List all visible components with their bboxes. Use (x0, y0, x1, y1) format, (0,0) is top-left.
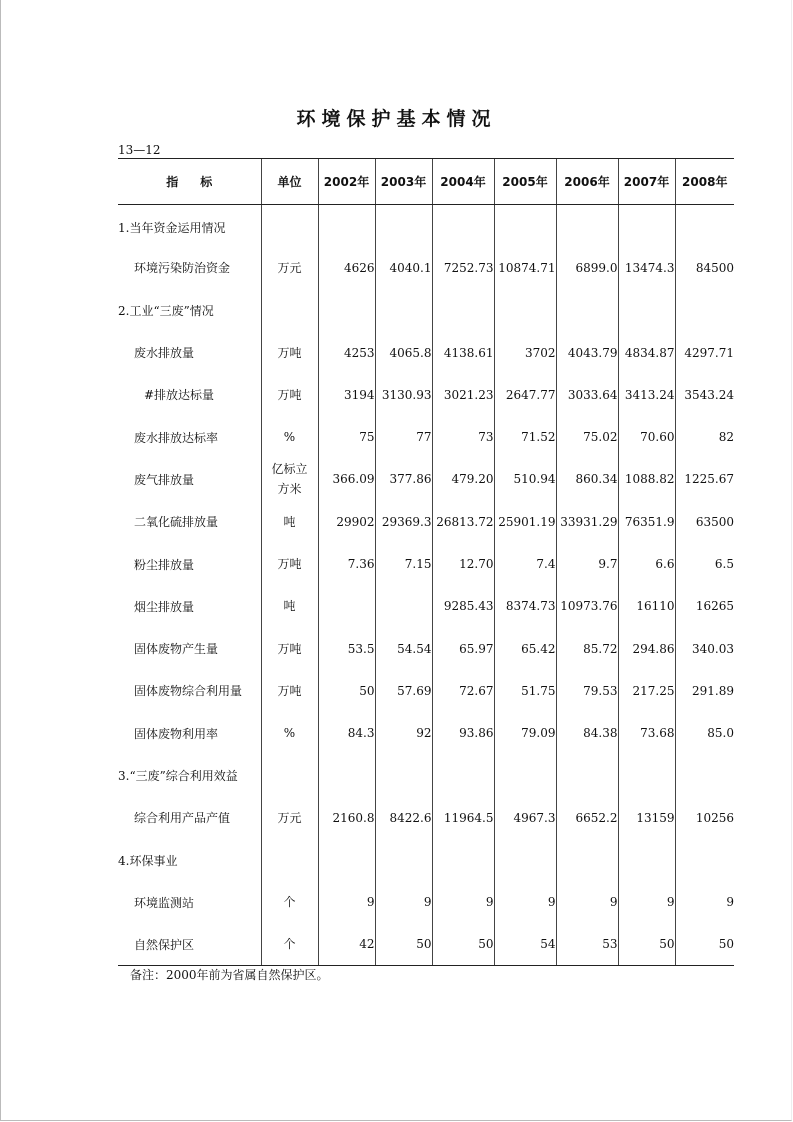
row-indicator: 固体废物利用率 (134, 726, 219, 741)
cell-value: 13159 (618, 797, 675, 839)
cell-value: 4043.79 (556, 331, 618, 373)
cell-value: 50 (432, 924, 494, 966)
cell-value (318, 754, 375, 796)
table-row (118, 670, 734, 712)
cell-value: 50 (318, 670, 375, 712)
cell-value: 340.03 (675, 627, 734, 669)
table-row (118, 416, 734, 458)
cell-value: 217.25 (618, 670, 675, 712)
cell-value: 26813.72 (432, 501, 494, 543)
cell-value: 9 (432, 881, 494, 923)
row-unit: 万元 (261, 247, 318, 289)
cell-value: 9 (494, 881, 556, 923)
row-unit (261, 289, 318, 331)
cell-value (375, 754, 432, 796)
row-unit: 万元 (261, 797, 318, 839)
row-indicator: 3.“三废”综合利用效益 (118, 769, 238, 783)
table-code: 13—12 (118, 143, 161, 157)
cell-value: 73.68 (618, 712, 675, 754)
cell-value: 84500 (675, 247, 734, 289)
cell-value: 8422.6 (375, 797, 432, 839)
cell-value: 3413.24 (618, 374, 675, 416)
cell-value: 54 (494, 924, 556, 966)
table-body (118, 205, 734, 966)
cell-value (556, 289, 618, 331)
cell-value: 33931.29 (556, 501, 618, 543)
cell-value: 291.89 (675, 670, 734, 712)
row-indicator: 环境污染防治资金 (134, 261, 231, 276)
cell-value: 10256 (675, 797, 734, 839)
row-unit: % (261, 712, 318, 754)
cell-value: 70.60 (618, 416, 675, 458)
cell-value (675, 839, 734, 881)
cell-value: 377.86 (375, 458, 432, 500)
cell-value (675, 754, 734, 796)
cell-value: 7.15 (375, 543, 432, 585)
cell-value: 4253 (318, 331, 375, 373)
cell-value: 2647.77 (494, 374, 556, 416)
cell-value: 9 (556, 881, 618, 923)
header-year: 2007年 (618, 159, 675, 205)
header-year: 2003年 (375, 159, 432, 205)
cell-value: 7.4 (494, 543, 556, 585)
cell-value (432, 839, 494, 881)
table-row (118, 712, 734, 754)
cell-value (556, 839, 618, 881)
cell-value: 65.97 (432, 627, 494, 669)
cell-value (318, 289, 375, 331)
cell-value: 2160.8 (318, 797, 375, 839)
cell-value: 6899.0 (556, 247, 618, 289)
table-row (118, 501, 734, 543)
cell-value: 4834.87 (618, 331, 675, 373)
table-row (118, 543, 734, 585)
cell-value: 75 (318, 416, 375, 458)
row-indicator: 固体废物产生量 (134, 642, 219, 657)
cell-value (375, 839, 432, 881)
cell-value: 79.09 (494, 712, 556, 754)
cell-value (494, 754, 556, 796)
cell-value: 4297.71 (675, 331, 734, 373)
table-row (118, 374, 734, 416)
cell-value: 72.67 (432, 670, 494, 712)
page-title: 环境保护基本情况 (296, 108, 497, 130)
stats-table (118, 158, 734, 966)
cell-value: 42 (318, 924, 375, 966)
cell-value (675, 205, 734, 247)
cell-value (556, 205, 618, 247)
cell-value (494, 839, 556, 881)
cell-value: 3130.93 (375, 374, 432, 416)
cell-value (618, 205, 675, 247)
row-unit: 个 (261, 924, 318, 966)
row-unit: 万吨 (261, 331, 318, 373)
cell-value: 84.38 (556, 712, 618, 754)
cell-value (375, 205, 432, 247)
cell-value: 53.5 (318, 627, 375, 669)
row-unit: 万吨 (261, 374, 318, 416)
row-indicator: 综合利用产品产值 (134, 811, 231, 826)
cell-value: 9 (618, 881, 675, 923)
row-indicator: 1.当年资金运用情况 (118, 221, 226, 236)
row-indicator: #排放达标量 (144, 388, 215, 403)
row-indicator: 废气排放量 (134, 472, 195, 487)
cell-value: 16265 (675, 585, 734, 627)
cell-value (318, 205, 375, 247)
row-indicator: 粉尘排放量 (134, 557, 195, 572)
cell-value (618, 839, 675, 881)
cell-value: 84.3 (318, 712, 375, 754)
cell-value: 3033.64 (556, 374, 618, 416)
cell-value: 50 (675, 924, 734, 966)
cell-value: 54.54 (375, 627, 432, 669)
cell-value: 75.02 (556, 416, 618, 458)
header-row (118, 159, 734, 205)
cell-value: 29902 (318, 501, 375, 543)
cell-value: 3702 (494, 331, 556, 373)
row-indicator: 二氧化硫排放量 (134, 515, 219, 530)
cell-value: 76351.9 (618, 501, 675, 543)
cell-value (494, 205, 556, 247)
cell-value (618, 289, 675, 331)
row-indicator: 固体废物综合利用量 (134, 684, 243, 699)
row-unit: 吨 (261, 585, 318, 627)
table-row (118, 458, 734, 500)
cell-value: 57.69 (375, 670, 432, 712)
cell-value: 6.6 (618, 543, 675, 585)
cell-value: 71.52 (494, 416, 556, 458)
cell-value (375, 585, 432, 627)
cell-value: 3194 (318, 374, 375, 416)
cell-value: 13474.3 (618, 247, 675, 289)
cell-value: 294.86 (618, 627, 675, 669)
table-row (118, 754, 734, 796)
row-indicator: 4.环保事业 (118, 853, 178, 868)
header-year: 2005年 (494, 159, 556, 205)
cell-value: 53 (556, 924, 618, 966)
row-unit: 万吨 (261, 543, 318, 585)
header-year: 2006年 (556, 159, 618, 205)
cell-value: 7252.73 (432, 247, 494, 289)
row-unit (261, 839, 318, 881)
cell-value (432, 289, 494, 331)
table-row (118, 797, 734, 839)
cell-value: 366.09 (318, 458, 375, 500)
cell-value: 11964.5 (432, 797, 494, 839)
cell-value: 510.94 (494, 458, 556, 500)
cell-value (675, 289, 734, 331)
cell-value: 9 (318, 881, 375, 923)
header-year: 2002年 (318, 159, 375, 205)
header-year: 2008年 (675, 159, 734, 205)
row-unit (261, 205, 318, 247)
cell-value: 82 (675, 416, 734, 458)
cell-value (432, 754, 494, 796)
row-indicator: 2.工业“三废”情况 (118, 303, 214, 318)
cell-value: 3021.23 (432, 374, 494, 416)
cell-value: 4967.3 (494, 797, 556, 839)
cell-value: 9 (675, 881, 734, 923)
cell-value: 29369.3 (375, 501, 432, 543)
cell-value (494, 289, 556, 331)
table-row (118, 924, 734, 966)
table-row (118, 585, 734, 627)
cell-value: 85.0 (675, 712, 734, 754)
cell-value (618, 754, 675, 796)
header-indicator: 指标 (118, 159, 261, 205)
cell-value: 50 (618, 924, 675, 966)
cell-value: 10973.76 (556, 585, 618, 627)
cell-value: 50 (375, 924, 432, 966)
cell-value: 1088.82 (618, 458, 675, 500)
cell-value: 63500 (675, 501, 734, 543)
cell-value: 51.75 (494, 670, 556, 712)
cell-value: 4138.61 (432, 331, 494, 373)
cell-value (432, 205, 494, 247)
cell-value: 77 (375, 416, 432, 458)
cell-value: 7.36 (318, 543, 375, 585)
table-row (118, 627, 734, 669)
cell-value (318, 839, 375, 881)
row-unit (261, 754, 318, 796)
cell-value: 860.34 (556, 458, 618, 500)
cell-value (318, 585, 375, 627)
cell-value: 9.7 (556, 543, 618, 585)
cell-value: 93.86 (432, 712, 494, 754)
cell-value: 4040.1 (375, 247, 432, 289)
row-unit: 个 (261, 881, 318, 923)
row-unit: 万吨 (261, 670, 318, 712)
cell-value: 65.42 (494, 627, 556, 669)
cell-value: 8374.73 (494, 585, 556, 627)
cell-value: 479.20 (432, 458, 494, 500)
table-row (118, 881, 734, 923)
cell-value (375, 289, 432, 331)
cell-value: 85.72 (556, 627, 618, 669)
cell-value: 6.5 (675, 543, 734, 585)
cell-value: 1225.67 (675, 458, 734, 500)
cell-value: 9 (375, 881, 432, 923)
cell-value (556, 754, 618, 796)
cell-value: 25901.19 (494, 501, 556, 543)
cell-value: 4626 (318, 247, 375, 289)
cell-value: 4065.8 (375, 331, 432, 373)
cell-value: 9285.43 (432, 585, 494, 627)
cell-value: 12.70 (432, 543, 494, 585)
header-year: 2004年 (432, 159, 494, 205)
table-row (118, 839, 734, 881)
row-unit: 吨 (261, 501, 318, 543)
row-indicator: 废水排放达标率 (134, 430, 219, 445)
row-indicator: 废水排放量 (134, 346, 195, 361)
cell-value: 79.53 (556, 670, 618, 712)
table-row (118, 331, 734, 373)
row-unit: 亿标立方米 (261, 458, 318, 500)
row-unit: 万吨 (261, 627, 318, 669)
cell-value: 92 (375, 712, 432, 754)
row-indicator: 自然保护区 (118, 924, 261, 966)
table-row (118, 205, 734, 247)
cell-value: 3543.24 (675, 374, 734, 416)
cell-value: 6652.2 (556, 797, 618, 839)
cell-value: 16110 (618, 585, 675, 627)
row-indicator: 烟尘排放量 (134, 599, 195, 614)
footnote: 备注：2000年前为省属自然保护区。 (130, 968, 329, 982)
table-row (118, 289, 734, 331)
row-unit: % (261, 416, 318, 458)
row-indicator: 环境监测站 (134, 895, 195, 910)
table-row (118, 247, 734, 289)
cell-value: 73 (432, 416, 494, 458)
cell-value: 10874.71 (494, 247, 556, 289)
header-unit: 单位 (261, 159, 318, 205)
